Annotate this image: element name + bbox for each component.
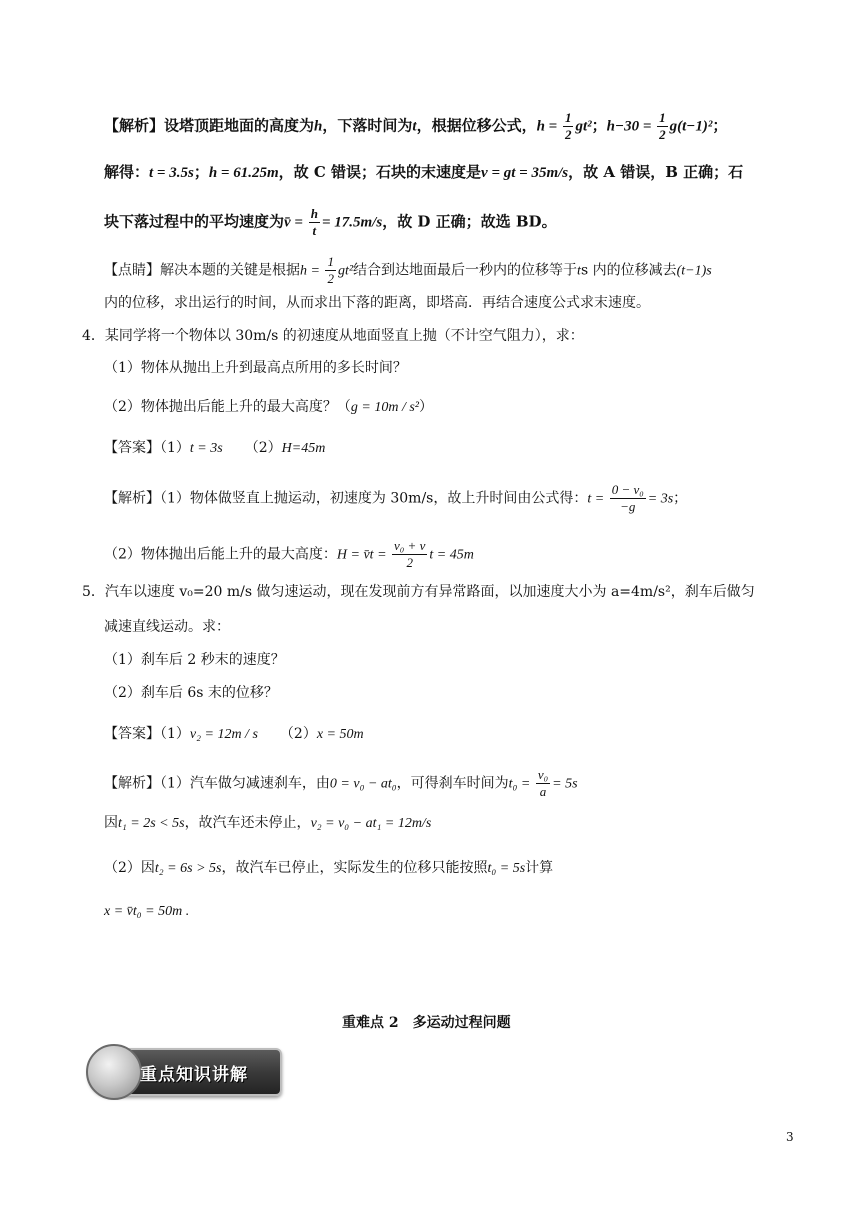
solution-tag: 【解析】	[104, 116, 165, 135]
math-eq: v₂ = v₀ − at₁ = 12m/s	[310, 816, 432, 831]
text: （2）	[279, 726, 317, 742]
q5-sub-2: （2）刹车后 6s 末的位移？	[104, 685, 278, 701]
fraction	[309, 206, 320, 239]
text: ，故 D 正确；故选 BD。	[382, 212, 557, 231]
q5-stem-line-1: 5．汽车以速度 v₀=20 m/s 做匀速运动，现在发现前方有异常路面，以加速度大小为 a=4m/s²，刹车后做匀	[82, 584, 755, 600]
frac-num: 1	[659, 110, 666, 125]
math-eq: g(t−1)²	[669, 118, 713, 135]
math-eq: t₀ = 5s	[487, 861, 526, 876]
p3-solution-line-1	[104, 110, 727, 143]
math-eq: = 3s	[647, 491, 674, 507]
p3-note-line-2: 内的位移，求出运行的时间，从而求出下落的距离，即塔高．再结合速度公式求末速度。	[104, 295, 650, 311]
math-eq: v₂ = 12m / s	[189, 727, 258, 742]
text: ；	[591, 116, 607, 135]
text: （1）物体做竖直上抛运动，初速度为 30m/s，故上升时间由公式得：	[160, 490, 588, 507]
q4-stem: 4．某同学将一个物体以 30m/s 的初速度从地面竖直上抛（不计空气阻力），求：	[82, 328, 584, 344]
math-eq: v = gt = 35m/s	[481, 165, 569, 181]
q5-solution-2	[104, 812, 431, 835]
answer-tag: 【答案】	[104, 440, 160, 456]
math-eq: t₂ = 6s > 5s	[154, 861, 222, 876]
math-eq: t₁ = 2s < 5s	[118, 816, 185, 831]
text: （1）	[160, 440, 190, 456]
text: 计算	[525, 860, 554, 876]
math-var: h	[314, 118, 323, 135]
frac-num: 1	[564, 110, 572, 125]
math-var: t	[577, 263, 581, 279]
frac-num: 0 − v₀	[611, 482, 644, 497]
frac-den: 2	[327, 271, 334, 286]
text: ；	[712, 116, 728, 135]
banner-text: 重点知识讲解	[140, 1065, 248, 1085]
frac-num: 1	[327, 254, 334, 269]
frac-num: h	[310, 206, 318, 221]
text: （1）汽车做匀减速刹车，由	[160, 775, 330, 792]
text: 结合到达地面最后一秒内的位移等于	[353, 262, 578, 279]
q4-sub-1: （1）物体从抛出上升到最高点所用的多长时间？	[104, 360, 407, 376]
text: ，故汽车已停止，实际发生的位移只能按照	[221, 860, 488, 876]
solution-tag: 【解析】	[104, 775, 160, 792]
math-eq: (t−1)s	[676, 263, 712, 279]
math-eq: = 17.5m/s	[321, 214, 383, 231]
math-eq: gt²	[337, 263, 354, 279]
fraction	[610, 482, 646, 515]
q5-solution-1	[104, 767, 578, 800]
text: ，故汽车还未停止，	[184, 815, 311, 831]
text: 块下落过程中的平均速度为	[104, 212, 285, 231]
answer-tag: 【答案】	[104, 726, 160, 742]
text: ）	[419, 399, 433, 415]
solution-tag: 【解析】	[104, 490, 160, 507]
banner-emblem-icon	[86, 1044, 142, 1100]
fraction	[536, 767, 550, 800]
math-eq: h =	[300, 263, 324, 279]
section-heading: 重难点 2 多运动过程问题	[342, 1015, 511, 1031]
key-knowledge-banner	[88, 1048, 282, 1096]
text: s 内的位移减去	[580, 262, 677, 279]
text: ；	[673, 490, 688, 507]
p3-solution-line-3	[104, 206, 557, 239]
fraction	[657, 110, 668, 143]
q5-solution-3	[104, 857, 553, 880]
text: （2）	[244, 440, 282, 456]
text: ，故 C 错误；石块的末速度是	[278, 163, 482, 181]
fraction	[392, 538, 427, 571]
text: ，可得刹车时间为	[396, 775, 509, 792]
text: （2）因	[104, 860, 155, 876]
math-eq: 0 = v₀ − at₀	[329, 776, 397, 792]
math-eq: g = 10m / s²	[350, 400, 419, 415]
q4-sub-2	[104, 396, 433, 419]
math-eq: h = 61.25m	[208, 165, 279, 181]
fraction	[563, 110, 574, 143]
math-var: t	[412, 118, 417, 135]
frac-den: t	[312, 223, 317, 238]
q5-answer	[104, 723, 364, 746]
frac-num: v₀ + v	[394, 538, 426, 553]
text: ，故 A 错误，B 正确；石	[568, 163, 744, 181]
text: ，根据位移公式，	[416, 116, 537, 135]
q5-sub-1: （1）刹车后 2 秒末的速度？	[104, 652, 285, 668]
math-eq: x = 50m	[316, 727, 364, 742]
p3-note-line-1	[104, 254, 712, 287]
page-number: 3	[786, 1130, 794, 1144]
frac-den: −g	[620, 499, 636, 514]
math-eq: t = 3.5s	[149, 165, 194, 181]
text: （2）物体抛出后能上升的最大高度？（	[104, 399, 351, 415]
text: （1）	[160, 726, 190, 742]
text: ；	[193, 163, 209, 181]
math-eq: gt²	[575, 118, 592, 135]
math-eq: H=45m	[281, 441, 326, 456]
math-eq: t = 3s	[189, 441, 223, 456]
math-eq: t₀ =	[508, 776, 534, 792]
q5-stem-line-2: 减速直线运动。求：	[104, 619, 230, 635]
math-eq: h−30 =	[606, 118, 656, 135]
text: （2）物体抛出后能上升的最大高度：	[104, 546, 337, 563]
math-eq: = 5s	[552, 776, 578, 792]
q5-solution-4: x = v̄t₀ = 50m .	[104, 904, 190, 919]
math-eq: t =	[587, 491, 608, 507]
math-eq: v̄ =	[284, 214, 307, 231]
q4-solution-1	[104, 482, 687, 515]
math-eq: t = 45m	[429, 547, 474, 563]
math-eq: H = v̄t =	[336, 547, 391, 563]
frac-den: 2	[564, 127, 572, 142]
frac-den: 2	[406, 555, 413, 570]
p3-solution-line-2	[104, 161, 743, 184]
q4-answer	[104, 437, 325, 460]
frac-den: 2	[659, 127, 666, 142]
frac-den: a	[539, 784, 547, 799]
math-eq: h =	[536, 118, 561, 135]
note-tag: 【点睛】	[104, 262, 160, 279]
text: 解决本题的关键是根据	[160, 262, 300, 279]
text: ，下落时间为	[322, 116, 413, 135]
q4-solution-2	[104, 538, 474, 571]
frac-num: v₀	[537, 767, 549, 782]
text: 设塔顶距地面的高度为	[164, 116, 315, 135]
text: 因	[104, 815, 118, 831]
fraction	[325, 254, 336, 287]
text: 解得：	[104, 163, 150, 181]
